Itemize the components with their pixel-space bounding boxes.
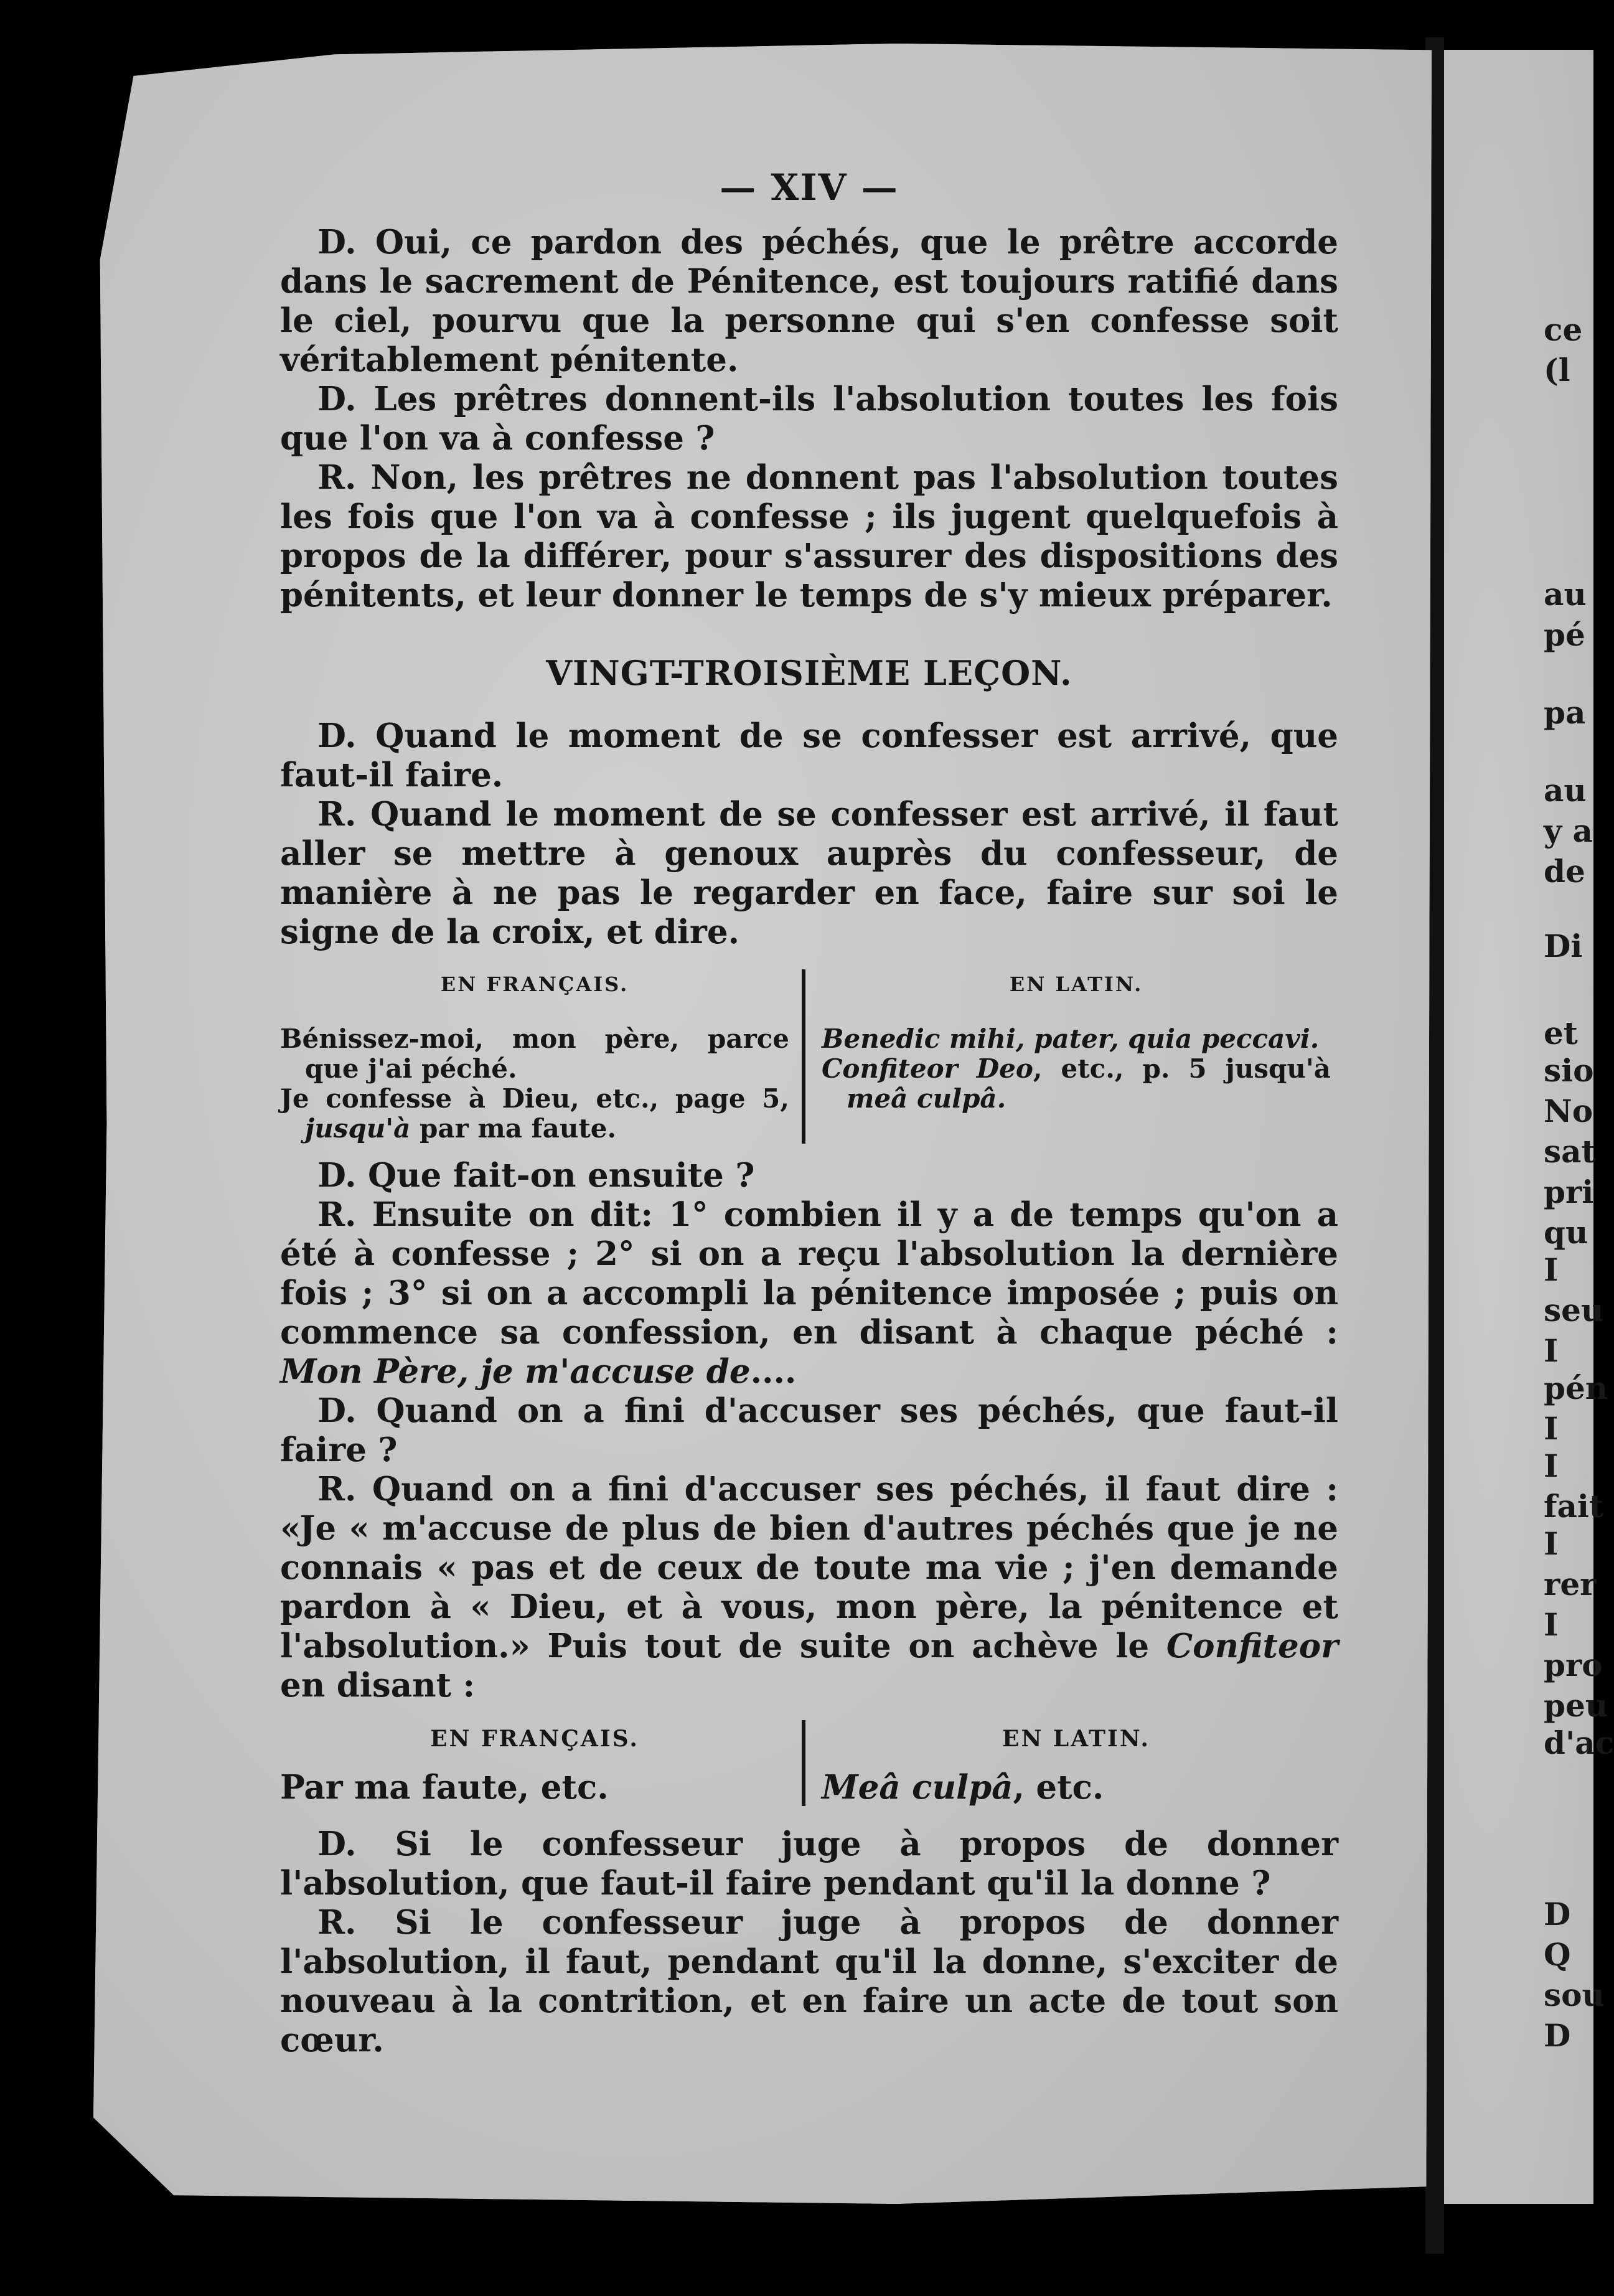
french-column-2-text: Par ma faute, etc.	[280, 1768, 609, 1807]
facing-page-fragment: y a	[1544, 812, 1593, 849]
latin-column-2-italic: Meâ culpâ	[822, 1768, 1013, 1807]
facing-page-fragment: sat	[1544, 1133, 1596, 1170]
lesson-question-1: D. Quand le moment de se confesser est arrivé, que faut-il faire.	[280, 717, 1338, 794]
facing-page-fragment: peu	[1544, 1687, 1608, 1724]
facing-page-fragment: au	[1544, 772, 1587, 809]
facing-page-fragment: D	[1544, 2017, 1571, 2054]
french-column-heading: EN FRANÇAIS.	[440, 972, 629, 996]
prayer-table-2	[280, 1720, 1338, 1806]
facing-page-fragment: I	[1544, 1410, 1559, 1447]
lesson-answer-2	[280, 1195, 1338, 1391]
french-column-2-heading: EN FRANÇAIS.	[430, 1726, 639, 1752]
facing-page-fragment: I	[1544, 1332, 1559, 1369]
facing-page-fragment: fait	[1544, 1488, 1603, 1525]
french-line-2-text-b: par ma faute.	[410, 1113, 617, 1144]
latin-line-2-italic-b: meâ culpâ.	[847, 1083, 1006, 1114]
latin-column-2-text: , etc.	[1013, 1768, 1104, 1807]
facing-page-fragment: I	[1544, 1447, 1559, 1484]
facing-page-fragment: de	[1544, 853, 1585, 890]
french-line-2	[280, 1084, 789, 1144]
latin-line-2-italic-a: Confiteor Deo	[822, 1053, 1033, 1084]
french-line-2-text-a: Je confesse à Dieu, etc., page 5,	[280, 1083, 789, 1114]
facing-page-fragment: D	[1544, 1896, 1571, 1932]
latin-column	[805, 969, 1338, 1144]
latin-column-heading: EN LATIN.	[1009, 972, 1143, 996]
facing-page-fragment: au	[1544, 576, 1587, 613]
facing-page-fragment: sou	[1544, 1977, 1605, 2013]
lesson-answer-3	[280, 1470, 1338, 1705]
lesson-answer-2-text-b: ....	[750, 1352, 797, 1391]
facing-page-fragment: seu	[1544, 1292, 1604, 1329]
lesson-question-3: D. Quand on a fini d'accuser ses péchés, que faut-il faire ?	[280, 1391, 1338, 1469]
lesson-answer-2-text-a: R. Ensuite on dit: 1° combien il y a de temps qu'on a été à confesse ; 2° si on a reçu l'absolution la dernière fois ; 3° si on a accompli la pénitence imposée ; puis on commence sa confession, en disant à chaque péché :	[280, 1195, 1338, 1352]
facing-page-fragment: No	[1544, 1093, 1593, 1129]
facing-page-fragment: pén	[1544, 1370, 1608, 1406]
facing-page-fragment: pro	[1544, 1647, 1603, 1683]
facing-page-fragment: sio	[1544, 1052, 1594, 1089]
paragraph-top-1: D. Oui, ce pardon des péchés, que le prêtre accorde dans le sacrement de Pénitence, est toujours ratifié dans le ciel, pourvu que la personne qui s'en confesse soit véritablement pénitente.	[280, 223, 1338, 379]
lesson-answer-3-italic: Confiteor	[1166, 1627, 1338, 1665]
page-number: — XIV —	[720, 166, 899, 209]
facing-page-fragment: (l	[1544, 352, 1570, 388]
page-text	[280, 168, 1338, 2060]
facing-page-fragment: pri	[1544, 1174, 1594, 1210]
french-line-2-italic: jusqu'à	[305, 1113, 411, 1144]
latin-column-2-line	[822, 1769, 1331, 1806]
french-column-2	[280, 1720, 805, 1806]
facing-page-fragment: Di	[1544, 928, 1583, 964]
facing-page-fragment: pé	[1544, 616, 1585, 653]
latin-line-2	[822, 1054, 1331, 1114]
paragraph-top-2: D. Les prêtres donnent-ils l'absolution toutes les fois que l'on va à confesse ?	[280, 380, 1338, 458]
facing-page-fragment: pa	[1544, 694, 1586, 731]
lesson-answer-1: R. Quand le moment de se confesser est arrivé, il faut aller se mettre à genoux auprès du confesseur, de manière à ne pas le regarder en face, faire sur soi le signe de la croix, et dire.	[280, 795, 1338, 951]
french-column	[280, 969, 805, 1144]
facing-page-fragment: Q	[1544, 1936, 1571, 1973]
french-line-1: Bénissez-moi, mon père, parce que j'ai péché.	[280, 1023, 789, 1084]
latin-line-2-text: , etc., p. 5 jusqu'à	[1033, 1053, 1331, 1084]
lesson-answer-3-text-b: en disant :	[280, 1666, 476, 1705]
lesson-answer-4: R. Si le confesseur juge à propos de donner l'absolution, il faut, pendant qu'il la donne, s'exciter de nouveau à la contrition, et en faire un acte de tout son cœur.	[280, 1903, 1338, 2059]
lesson-answer-2-italic: Mon Père, je m'accuse de	[280, 1352, 751, 1391]
facing-page-fragment: qu	[1544, 1214, 1588, 1251]
lesson-heading: VINGT-TROISIÈME LEÇON.	[546, 653, 1072, 693]
latin-column-2	[805, 1720, 1338, 1806]
lesson-question-2: D. Que fait-on ensuite ?	[317, 1156, 755, 1195]
facing-page-fragment: et	[1544, 1015, 1578, 1052]
prayer-table-1	[280, 969, 1338, 1144]
latin-column-2-heading: EN LATIN.	[1002, 1726, 1150, 1752]
facing-page-fragment: I	[1544, 1525, 1559, 1562]
latin-line-1: Benedic mihi, pater, quia peccavi.	[822, 1023, 1320, 1054]
lesson-answer-3-text-a: R. Quand on a fini d'accuser ses péchés, il faut dire : «Je « m'accuse de plus de bien d'autres péchés que je ne connais « pas et de ceux de toute ma vie ; j'en demande pardon à « Dieu, et à vous, mon père, la pénitence et l'absolution.» Puis tout de suite on achève le	[280, 1470, 1338, 1665]
paragraph-top-3: R. Non, les prêtres ne donnent pas l'absolution toutes les fois que l'on va à confesse ; ils jugent quelquefois à propos de la différer, pour s'assurer des dispositions des pénitents, et leur donner le temps de s'y mieux préparer.	[280, 458, 1338, 614]
facing-page-fragment: rer	[1544, 1566, 1597, 1602]
facing-page-fragment: I	[1544, 1606, 1559, 1643]
lesson-question-4: D. Si le confesseur juge à propos de donner l'absolution, que faut-il faire pendant qu'il la donne ?	[280, 1825, 1338, 1903]
facing-page-fragment: ce	[1544, 311, 1583, 348]
facing-page-fragment: d'ac	[1544, 1724, 1614, 1761]
facing-page-fragment: I	[1544, 1251, 1559, 1288]
